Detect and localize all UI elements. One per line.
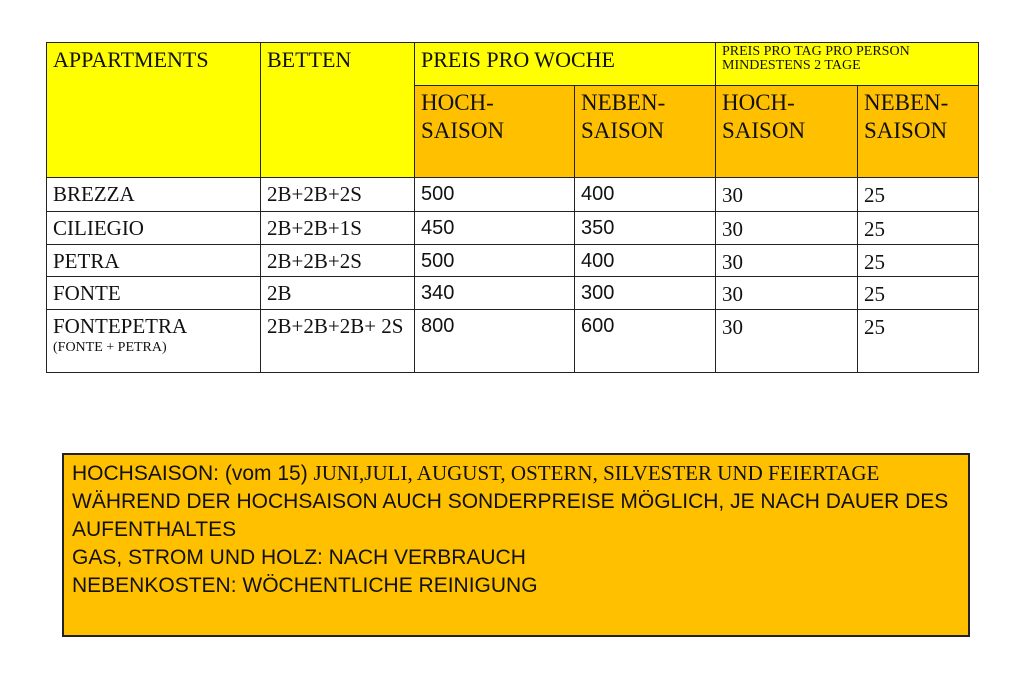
tag-neben-value: 25 xyxy=(858,277,979,310)
apartment-name: FONTEPETRA xyxy=(53,314,188,338)
tag-neben-value: 25 xyxy=(858,212,979,245)
tag-hoch-value: 30 xyxy=(716,245,858,277)
notes-box xyxy=(62,453,970,637)
price-table xyxy=(46,42,979,373)
woche-neben-value: 300 xyxy=(575,277,716,310)
saison-label: SAISON xyxy=(421,118,505,143)
header-mindestens: MINDESTENS 2 TAGE xyxy=(722,58,861,73)
notes-hochsaison-prefix: HOCHSAISON: (vom 15) xyxy=(72,462,314,485)
neben-label: NEBEN- xyxy=(864,90,949,115)
header-tag-nebensaison xyxy=(858,86,979,178)
betten-value: 2B+2B+2B+ 2S xyxy=(261,310,415,373)
table-row xyxy=(47,178,979,212)
header-appartments: APPARTMENTS xyxy=(47,43,261,178)
tag-hoch-value: 30 xyxy=(716,310,858,373)
woche-hoch-value: 340 xyxy=(415,277,575,310)
tag-hoch-value: 30 xyxy=(716,178,858,212)
notes-line-verbrauch: GAS, STROM UND HOLZ: NACH VERBRAUCH xyxy=(72,546,526,569)
woche-neben-value: 600 xyxy=(575,310,716,373)
table-row xyxy=(47,212,979,245)
tag-hoch-value: 30 xyxy=(716,277,858,310)
woche-hoch-value: 500 xyxy=(415,178,575,212)
apartment-note: (FONTE + PETRA) xyxy=(53,340,167,355)
header-woche-nebensaison xyxy=(575,86,716,178)
betten-value: 2B xyxy=(261,277,415,310)
tag-neben-value: 25 xyxy=(858,310,979,373)
woche-hoch-value: 500 xyxy=(415,245,575,277)
apartment-name-cell xyxy=(47,310,261,373)
notes-line-hochsaison xyxy=(72,459,960,488)
betten-value: 2B+2B+1S xyxy=(261,212,415,245)
saison-label: SAISON xyxy=(864,118,948,143)
betten-value: 2B+2B+2S xyxy=(261,245,415,277)
notes-line-nebenkosten: NEBENKOSTEN: WÖCHENTLICHE REINIGUNG xyxy=(72,574,538,597)
tag-neben-value: 25 xyxy=(858,245,979,277)
header-betten: BETTEN xyxy=(261,43,415,178)
notes-hochsaison-rest: JUNI,JULI, AUGUST, OSTERN, SILVESTER UND FEIERTAGE xyxy=(313,461,880,485)
tag-neben-value: 25 xyxy=(858,178,979,212)
tag-hoch-value: 30 xyxy=(716,212,858,245)
header-preis-pro-tag-label: PREIS PRO TAG PRO PERSON xyxy=(722,44,910,59)
header-tag-hochsaison xyxy=(716,86,858,178)
table-row xyxy=(47,310,979,373)
woche-neben-value: 400 xyxy=(575,178,716,212)
header-preis-pro-tag xyxy=(716,43,979,86)
apartment-name: FONTE xyxy=(47,277,261,310)
apartment-name: BREZZA xyxy=(47,178,261,212)
neben-label: NEBEN- xyxy=(581,90,666,115)
header-woche-hochsaison xyxy=(415,86,575,178)
betten-value: 2B+2B+2S xyxy=(261,178,415,212)
hoch-label: HOCH- xyxy=(421,90,494,115)
saison-label: SAISON xyxy=(722,118,806,143)
woche-neben-value: 400 xyxy=(575,245,716,277)
notes-line-sonderpreise: WÄHREND DER HOCHSAISON AUCH SONDERPREISE MÖGLICH, JE NACH DAUER DES AUFENTHALTES xyxy=(72,490,949,541)
saison-label: SAISON xyxy=(581,118,665,143)
woche-hoch-value: 800 xyxy=(415,310,575,373)
table-row xyxy=(47,277,979,310)
table-row xyxy=(47,245,979,277)
woche-hoch-value: 450 xyxy=(415,212,575,245)
apartment-name: PETRA xyxy=(47,245,261,277)
apartment-name: CILIEGIO xyxy=(47,212,261,245)
woche-neben-value: 350 xyxy=(575,212,716,245)
header-preis-pro-woche: PREIS PRO WOCHE xyxy=(415,43,716,86)
hoch-label: HOCH- xyxy=(722,90,795,115)
